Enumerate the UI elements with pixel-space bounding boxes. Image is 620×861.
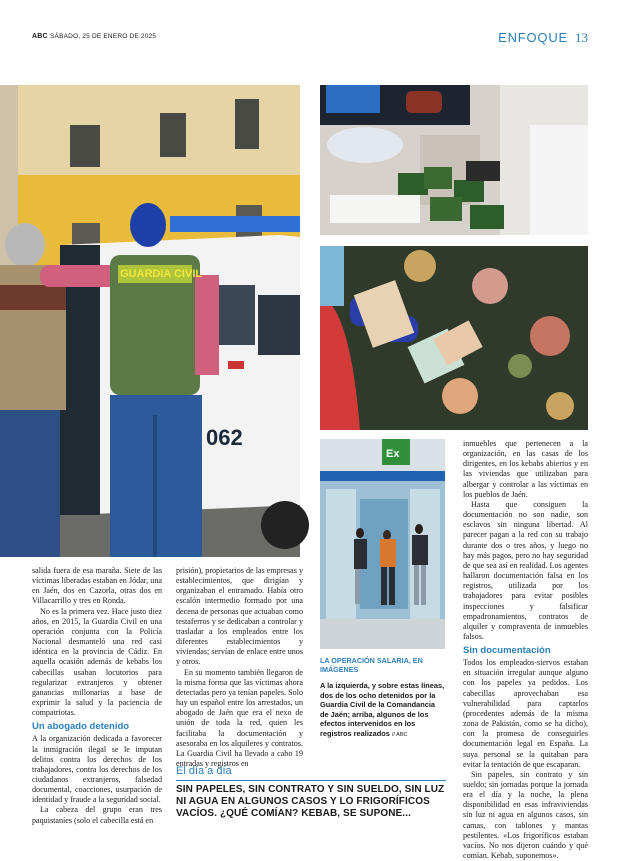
exit-sign: Ex bbox=[386, 448, 400, 460]
paragraph: Sin papeles, sin contrato y sin sueldo; sin jornadas porque la jornada era el día y la noche, la plena disponibilidad en esas infraviviendas sin luz ni agua en algunos casos, sin camas, con tablones y mantas pestilentes. «Los frigoríficos estaban vacíos. No nos dijeron cuándo y qué comían. Kebab, suponemos». bbox=[463, 769, 588, 861]
subheading: Un abogado detenido bbox=[32, 721, 130, 733]
paragraph: Todos los empleados-siervos estaban en situación irregular aunque alguno con los papeles ya pedidos. Los cabecillas aprovechaban esa vulnerabilidad para captarlos (procedentes además de la misma zona de Pakistán, como se ha dicho), con la promesa de conseguirles documentación legal en España. La suya personal se la quitaban para evitar la tentación de que escaparan. bbox=[463, 658, 588, 769]
masthead bbox=[32, 32, 588, 48]
section-title: ENFOQUE bbox=[498, 30, 568, 45]
paragraph: Hasta que consiguen la documentación no son nadie, son esclavos sin ninguna libertad. Al parecer pagan a la red con su trabajo durante dos o tres años, y luego no hay más pagos, pero no hay seguridad de que sea así en realidad. Los agentes hallaron documentación falsa en los registros, utilizada por los trabajadores para evitar posibles inspecciones y falsificar empadronamientos, contratos de alquiler y compraventa de inmuebles falsos. bbox=[463, 499, 588, 641]
car-number: 062 bbox=[206, 425, 243, 450]
paragraph: salida fuera de esa maraña. Siete de las víctimas liberadas estaban en Jódar, una en Jaén, dos en Cazorla, otras dos en Villacarrillo y tres en Ronda. bbox=[32, 566, 162, 606]
caption-source: // ABC bbox=[391, 731, 408, 738]
issue-date: SÁBADO, 25 DE ENERO DE 2025 bbox=[50, 33, 157, 40]
paragraph: En su momento también llegaron de la misma forma que las víctimas ahora detectadas pero ya tenían papeles. Solo hay un español entre los arrestados, un abogado de Jaén que era el nexo de unión de toda la red, quien les facilitaba la documentación y asesoraba en los alquileres y contratos. La Guardia Civil ha llevado a cabo 19 entradas y registros en bbox=[176, 667, 303, 768]
station-photo bbox=[320, 439, 445, 649]
vest-text: GUARDIA CIVIL bbox=[120, 268, 203, 280]
subheading: Sin documentación bbox=[463, 645, 551, 657]
pull-quote-rule bbox=[176, 780, 446, 781]
caption-text bbox=[320, 681, 445, 740]
pull-quote bbox=[176, 765, 446, 821]
paragraph: La cabeza del grupo eran tres paquistaníes (solo el cabecilla está en bbox=[32, 805, 162, 825]
photo-caption bbox=[320, 656, 445, 740]
paragraph: inmuebles que pertenecen a la organización, en las casas de los dirigentes, en los kebabs abiertos y en las viviendas que utilizaban para albergar y controlar a las víctimas en los pueblos de Jaén. bbox=[463, 439, 588, 499]
passports-photo bbox=[320, 85, 588, 235]
caption-title: LA OPERACIÓN SALARIA, EN IMÁGENES bbox=[320, 656, 423, 674]
article-column-4 bbox=[463, 439, 588, 861]
caption-body: A la izquierda, y sobre estas líneas, dos de los ocho detenidos por la Guardia Civil de la Comandancia de Jaén; arriba, algunos de los efectos intervenidos en los registros realizados bbox=[320, 681, 445, 738]
article-column-1 bbox=[32, 566, 162, 826]
arrest-photo bbox=[0, 85, 300, 557]
page-number: 13 bbox=[575, 30, 588, 45]
money-photo bbox=[320, 246, 588, 430]
article-column-2 bbox=[176, 566, 303, 769]
paragraph: prisión), propietarios de las empresas y establecimientos, que dirigían y organizaban el entramado. Había otro escalón intermedio formado por una decena de personas que actuaban como testaferros y se dedicaban a controlar y trasladar a los empleados entre los diferentes establecimientos y viviendas; servían de enlace entre unos y otros. bbox=[176, 566, 303, 667]
pull-quote-text: SIN PAPELES, SIN CONTRATO Y SIN SUELDO, SIN LUZ NI AGUA EN ALGUNOS CASOS Y LO FRIGORÍFICOS VACÍOS. ¿QUÉ COMÍAN? KEBAB, SE SUPONE... bbox=[176, 784, 445, 820]
paragraph: A la organización dedicada a favorecer la inmigración ilegal se le imputan delitos contra los derechos de los trabajadores, contra los derechos de los ciudadanos extranjeros, falsedad documental, coacciones, usurpación de identidad y fraude a la seguridad social. bbox=[32, 734, 162, 805]
pull-quote-kicker: El día a día bbox=[176, 765, 232, 777]
paragraph: No es la primera vez. Hace justo diez años, en 2015, la Guardia Civil en una operación conjunta con la Policía Nacional desmanteló una red casi idéntica en la provincia de Cádiz. En aquella ocasión además de kebabs los cabecillas usaban locutorios para regularizar extranjeros y obtener ganancias millonarias a base de exprimir la salud y la paciencia de compatriotas. bbox=[32, 606, 162, 718]
newspaper-name: ABC bbox=[32, 33, 48, 40]
